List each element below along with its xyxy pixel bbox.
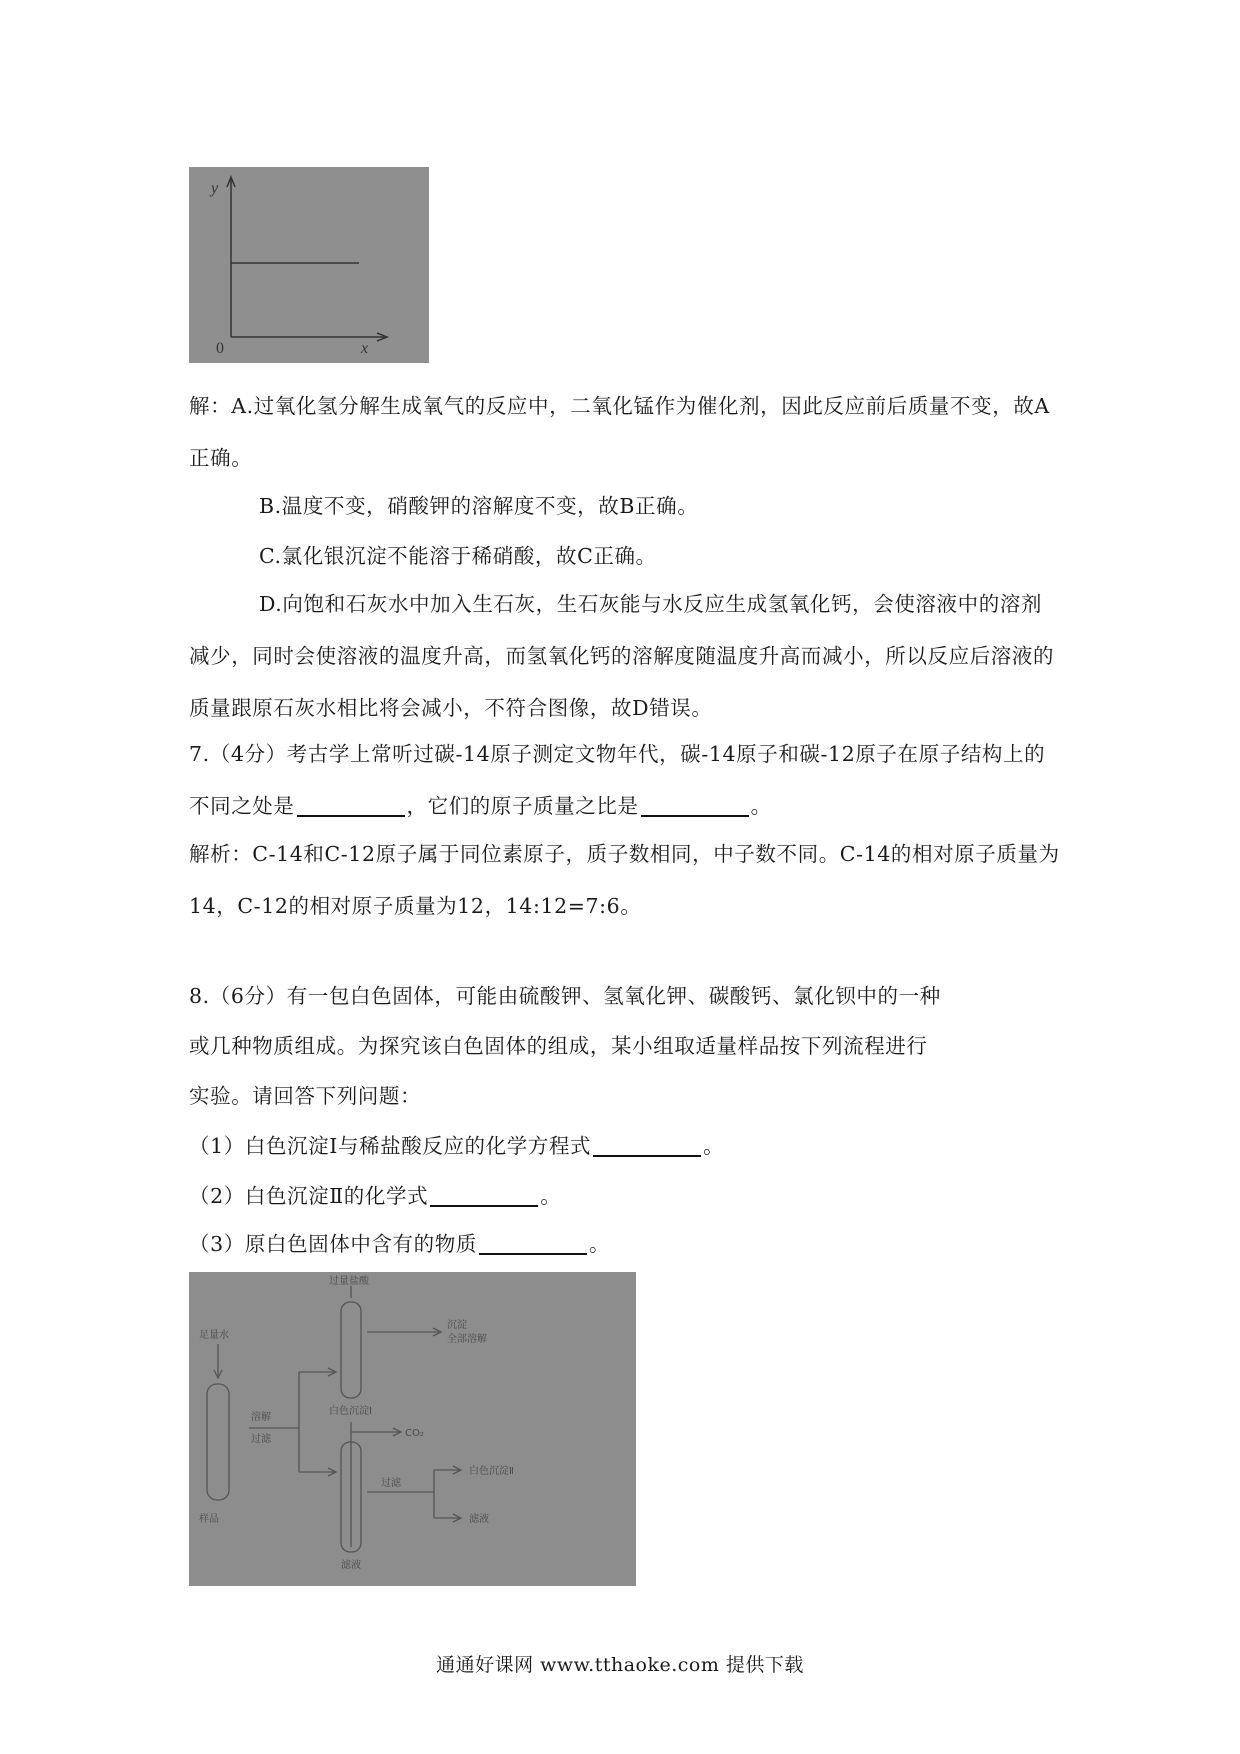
result-label-2: 全部溶解 <box>447 1334 487 1345</box>
q7-stem-end: 。 <box>750 794 772 818</box>
reagent-left-label: 足量水 <box>199 1330 229 1341</box>
q8-sub1 <box>189 1120 1063 1172</box>
q8-answer-blank-2[interactable] <box>430 1181 538 1207</box>
precipitate-2-label: 白色沉淀Ⅱ <box>469 1466 514 1477</box>
q8-sub2-end: 。 <box>540 1184 562 1208</box>
q7-answer-blank-1[interactable] <box>297 791 405 817</box>
q8-line2: 或几种物质组成。为探究该白色固体的组成，某小组取适量样品按下列流程进行 <box>189 1034 928 1058</box>
q6-solution-c: C.氯化银沉淀不能溶于稀硝酸，故C正确。 <box>259 544 657 568</box>
q6-solution-d: D.向饱和石灰水中加入生石灰，生石灰能与水反应生成氢氧化钙，会使溶液中的溶剂减少，同时会使溶液的温度升高，而氢氧化钙的溶解度随温度升高而减小，所以反应后溶液的质量跟原石灰水相比将会减小，不符合图像，故D错误。 <box>189 592 1055 720</box>
question-7 <box>189 728 1063 832</box>
gas-label: CO₂ <box>405 1428 424 1439</box>
page-footer: 通通好课网 www.tthaoke.com 提供下载 <box>436 1654 804 1676</box>
filtrate-label: 滤液 <box>341 1560 361 1571</box>
dissolve-label: 溶解 <box>251 1412 271 1423</box>
q7-stem-part2: ，它们的原子质量之比是 <box>406 794 639 818</box>
q6-solution-a: 解：A.过氧化氢分解生成氧气的反应中，二氧化锰作为催化剂，因此反应前后质量不变，故A正确。 <box>189 394 1050 470</box>
precipitate-test-tube <box>341 1302 361 1398</box>
filter-label: 过滤 <box>251 1434 271 1445</box>
q8-line3: 实验。请回答下列问题： <box>189 1084 422 1108</box>
result-label-1: 沉淀 <box>447 1320 467 1331</box>
graph-figure <box>189 167 429 363</box>
origin-label: 0 <box>216 340 224 357</box>
filter2-label: 过滤 <box>381 1478 401 1489</box>
q8-sub3-end: 。 <box>588 1232 611 1256</box>
q8-line1: 8.（6分）有一包白色固体，可能由硫酸钾、氢氧化钾、碳酸钙、氯化钡中的一种 <box>189 984 941 1008</box>
precipitate-1-label: 白色沉淀Ⅰ <box>329 1406 372 1417</box>
y-axis-label: y <box>211 180 219 197</box>
sample-test-tube <box>207 1384 229 1500</box>
q8-sub1-end: 。 <box>703 1134 725 1158</box>
q8-sub2 <box>189 1170 1063 1222</box>
filtrate2-label: 滤液 <box>469 1514 489 1525</box>
reagent-top-label: 过量盐酸 <box>329 1276 369 1287</box>
x-axis-label: x <box>361 340 369 357</box>
q7-answer-blank-2[interactable] <box>641 791 749 817</box>
sample-label: 样品 <box>199 1514 219 1525</box>
q8-answer-blank-3[interactable] <box>479 1229 587 1255</box>
q8-sub1-text: （1）白色沉淀Ⅰ与稀盐酸反应的化学方程式 <box>189 1134 592 1158</box>
experiment-flow-figure <box>189 1272 636 1586</box>
q7-stem-part1: 7.（4分）考古学上常听过碳-14原子测定文物年代，碳-14原子和碳-12原子在原子结构上的不同之处是 <box>189 742 1046 818</box>
q8-answer-blank-1[interactable] <box>593 1131 701 1157</box>
q8-sub3-text: （3）原白色固体中含有的物质 <box>189 1232 477 1256</box>
q8-sub2-text: （2）白色沉淀Ⅱ的化学式 <box>189 1184 429 1208</box>
q6-solution-b: B.温度不变，硝酸钾的溶解度不变，故B正确。 <box>259 494 699 518</box>
q7-analysis: 解析：C-14和C-12原子属于同位素原子，质子数相同，中子数不同。C-14的相对原子质量为14，C-12的相对原子质量为12，14:12=7:6。 <box>189 842 1060 918</box>
graph-svg <box>189 167 429 363</box>
flow-svg <box>189 1272 636 1586</box>
q8-sub3 <box>189 1218 1063 1270</box>
